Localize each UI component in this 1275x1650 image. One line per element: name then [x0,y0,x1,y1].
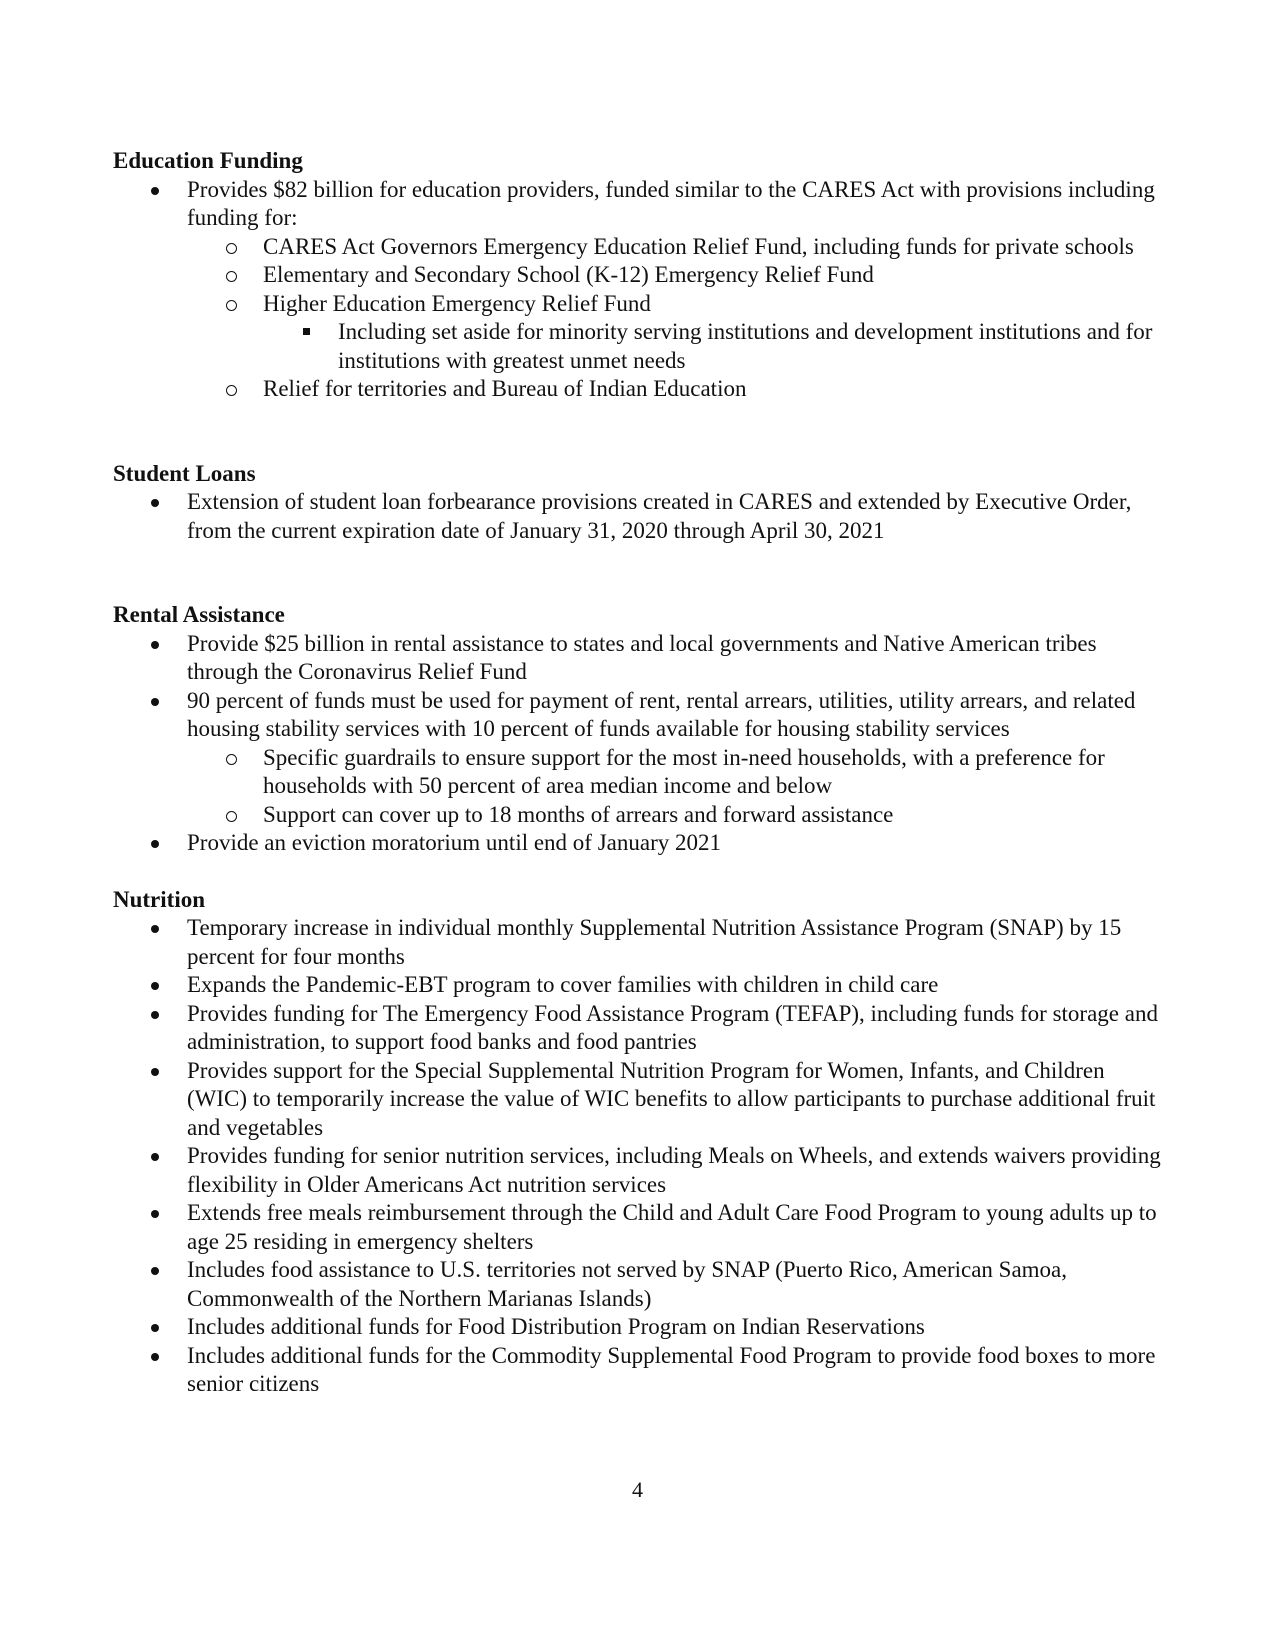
section-rental-assistance [113,601,1163,858]
list-item-text: Extends free meals reimbursement through the Child and Adult Care Food Program to young adults up to age 25 residing in emergency shelters [187,1200,1157,1254]
list-item-text: Support can cover up to 18 months of arrears and forward assistance [263,801,894,827]
sub-list-item [113,744,1163,801]
list-item-text: Provide $25 billion in rental assistance to states and local governments and Native American tribes through the Coronavirus Relief Fund [187,630,1097,684]
list-item-text: Specific guardrails to ensure support for the most in-need households, with a preference for households with 50 percent of area median income and below [263,744,1105,798]
bullet-icon [151,1011,159,1019]
bullet-icon [151,1353,159,1361]
list-item-text: Provides funding for senior nutrition services, including Meals on Wheels, and extends waivers providing flexibility in Older Americans Act nutrition services [187,1143,1161,1197]
bullet-icon [151,1068,159,1076]
bullet-icon [151,1324,159,1332]
list-item [113,1256,1163,1313]
list-item [113,1342,1163,1399]
list-item [113,630,1163,687]
list-item [113,176,1163,404]
bullet-list [113,630,1163,858]
section-heading: Education Funding [113,148,303,173]
bullet-icon [151,982,159,990]
list-item-text: Provides $82 billion for education providers, funded similar to the CARES Act with provisions including funding for: [187,176,1155,230]
list-item-text: Includes additional funds for the Commodity Supplemental Food Program to provide food boxes to more senior citizens [187,1342,1156,1396]
bullet-icon [151,499,159,507]
section-education-funding [113,147,1163,404]
list-item-text: Higher Education Emergency Relief Fund [263,290,651,316]
bullet-icon [151,641,159,649]
bullet-list [113,488,1163,545]
circle-bullet-icon [226,385,237,396]
list-item [113,1313,1163,1342]
sub-list-item [113,375,1163,404]
document-page [113,147,1163,1399]
list-item [113,488,1163,545]
sub-list-item [113,233,1163,262]
list-item [113,1199,1163,1256]
list-item [113,1000,1163,1057]
list-item-text: Elementary and Secondary School (K-12) Emergency Relief Fund [263,262,874,287]
list-item-text: Including set aside for minority serving institutions and development institutions and for institutions with greatest unmet needs [338,319,1153,373]
sub-sub-list [113,318,1163,375]
list-item [113,1142,1163,1199]
section-heading: Student Loans [113,460,256,486]
list-item-text: Extension of student loan forbearance provisions created in CARES and extended by Executive Order, from the current expiration date of January 31, 2020 through April 30, 2021 [187,489,1132,543]
list-item-text: Temporary increase in individual monthly Supplemental Nutrition Assistance Program (SNAP) by 15 percent for four months [187,915,1122,969]
list-item-text: Provide an eviction moratorium until end of January 2021 [187,830,721,855]
sub-list [113,744,1163,830]
sub-sub-list-item [113,318,1163,375]
section-heading: Nutrition [113,886,205,912]
bullet-icon [151,187,159,195]
bullet-icon [151,840,159,848]
list-item [113,914,1163,971]
sub-list-item [113,261,1163,290]
list-item-text: CARES Act Governors Emergency Education Relief Fund, including funds for private schools [263,233,1134,259]
bullet-list [113,914,1163,1399]
bullet-icon [151,698,159,706]
list-item-text: Relief for territories and Bureau of Indian Education [263,376,747,401]
section-heading: Rental Assistance [113,602,285,627]
sub-list-item [113,801,1163,830]
circle-bullet-icon [226,754,237,765]
sub-list [113,233,1163,404]
list-item [113,1057,1163,1143]
circle-bullet-icon [226,300,237,311]
page-number: 4 [632,1477,643,1502]
circle-bullet-icon [226,811,237,822]
list-item-text: Expands the Pandemic-EBT program to cover families with children in child care [187,972,939,997]
bullet-icon [151,1153,159,1161]
bullet-icon [151,925,159,933]
circle-bullet-icon [226,271,237,282]
list-item-text: Provides funding for The Emergency Food Assistance Program (TEFAP), including funds for storage and administration, to support food banks and food pantries [187,1000,1158,1054]
list-item [113,687,1163,830]
square-bullet-icon [303,328,310,335]
list-item [113,971,1163,1000]
section-nutrition [113,886,1163,1399]
sub-list-item [113,290,1163,376]
list-item-text: Includes food assistance to U.S. territories not served by SNAP (Puerto Rico, American Samoa, Commonwealth of the Northern Marianas Islands) [187,1257,1068,1311]
bullet-icon [151,1210,159,1218]
circle-bullet-icon [226,243,237,254]
section-student-loans [113,460,1163,546]
list-item [113,829,1163,858]
list-item-text: Includes additional funds for Food Distribution Program on Indian Reservations [187,1314,925,1339]
list-item-text: Provides support for the Special Supplemental Nutrition Program for Women, Infants, and Children (WIC) to temporarily increase the value of WIC benefits to allow participants to purchase additional fruit and vegetables [187,1057,1156,1140]
bullet-list [113,176,1163,404]
list-item-text: 90 percent of funds must be used for payment of rent, rental arrears, utilities, utility arrears, and related housing stability services with 10 percent of funds available for housing stability services [187,687,1136,741]
bullet-icon [151,1267,159,1275]
